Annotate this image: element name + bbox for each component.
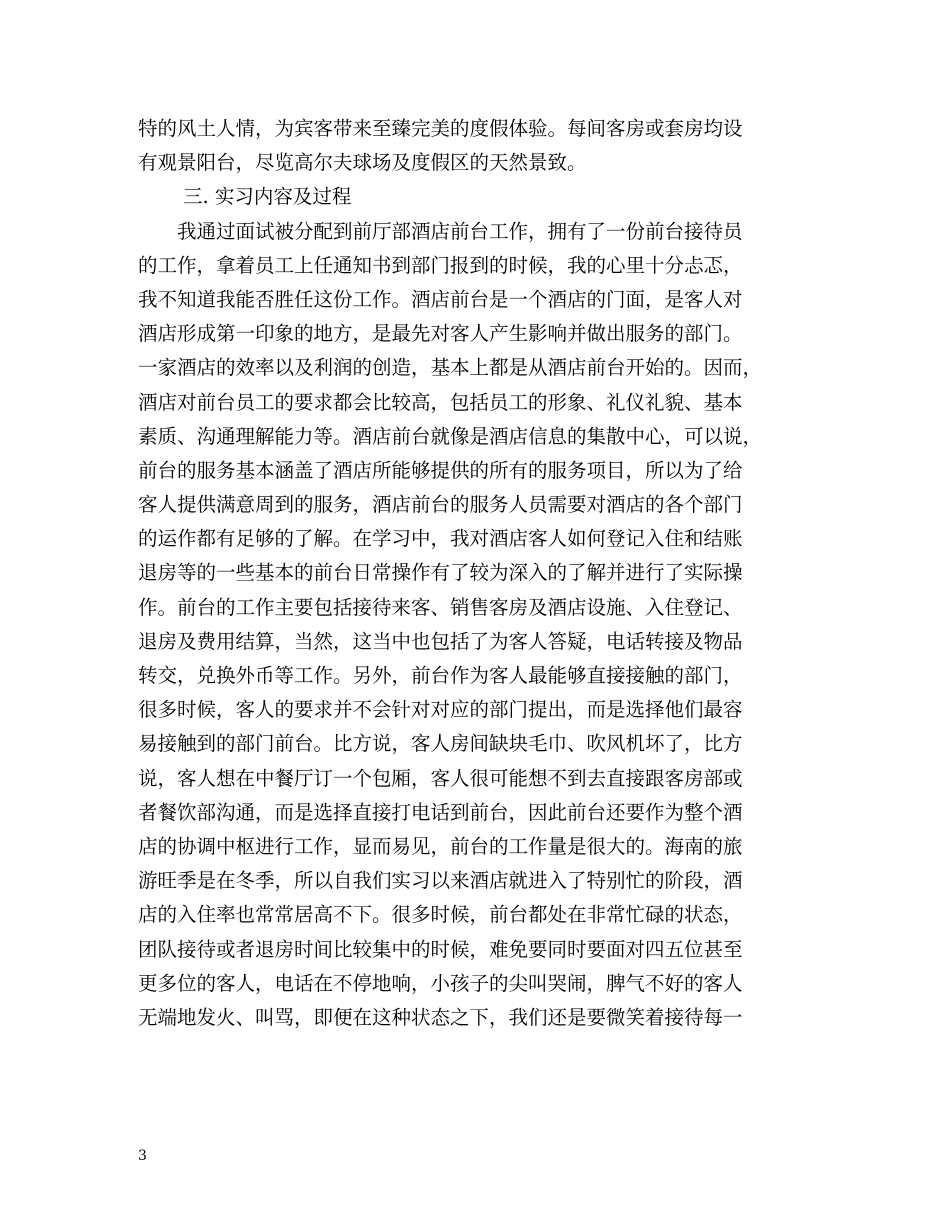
paragraph-line: 易接触到的部门前台。比方说，客人房间缺块毛巾、吹风机坏了，比方 [138, 732, 743, 756]
paragraph-line: 特的风土人情，为宾客带来至臻完美的度假体验。每间客房或套房均设 [138, 117, 743, 140]
paragraph-line: 的运作都有足够的了解。在学习中，我对酒店客人如何登记入住和结账 [138, 527, 743, 551]
paragraph-line: 店的协调中枢进行工作，显而易见，前台的工作量是很大的。海南的旅 [138, 834, 743, 858]
paragraph-line: 退房及费用结算，当然，这当中也包括了为客人答疑，电话转接及物品 [138, 629, 743, 653]
paragraph-line: 很多时候，客人的要求并不会针对对应的部门提出，而是选择他们最容 [138, 698, 743, 722]
paragraph-line: 的工作，拿着员工上任通知书到部门报到的时候，我的心里十分忐忑， [138, 253, 743, 277]
paragraph-line: 酒店形成第一印象的地方，是最先对客人产生影响并做出服务的部门。 [138, 322, 743, 346]
paragraph-line: 酒店对前台员工的要求都会比较高，包括员工的形象、礼仪礼貌、基本 [138, 390, 743, 414]
paragraph-line: 说，客人想在中餐厅订一个包厢，客人很可能想不到去直接跟客房部或 [138, 766, 743, 790]
paragraph-line: 有观景阳台，尽览高尔夫球场及度假区的天然景致。 [138, 151, 587, 175]
paragraph-line: 游旺季是在冬季，所以自我们实习以来酒店就进入了特别忙的阶段，酒 [138, 869, 743, 893]
page-number: 3 [138, 1148, 147, 1164]
paragraph-line: 转交，兑换外币等工作。另外，前台作为客人最能够直接接触的部门， [138, 664, 743, 687]
paragraph-line: 团队接待或者退房时间比较集中的时候，难免要同时要面对四五位甚至 [138, 937, 743, 961]
body-text [138, 112, 838, 1035]
paragraph-line: 前台的服务基本涵盖了酒店所能够提供的所有的服务项目，所以为了给 [138, 458, 743, 482]
paragraph-line: 一家酒店的效率以及利润的创造，基本上都是从酒店前台开始的。因而， [138, 356, 763, 380]
paragraph-line: 更多位的客人，电话在不停地响，小孩子的尖叫哭闹，脾气不好的客人 [138, 971, 743, 995]
paragraph-line: 店的入住率也常常居高不下。很多时候，前台都处在非常忙碌的状态， [138, 903, 743, 927]
paragraph-line: 我不知道我能否胜任这份工作。酒店前台是一个酒店的门面，是客人对 [138, 287, 743, 311]
paragraph-line: 无端地发火、叫骂，即便在这种状态之下，我们还是要微笑着接待每一 [138, 1005, 743, 1029]
paragraph-line: 我通过面试被分配到前厅部酒店前台工作，拥有了一份前台接待员 [177, 219, 743, 243]
paragraph-line: 退房等的一些基本的前台日常操作有了较为深入的了解并进行了实际操 [138, 561, 743, 585]
paragraph-line: 者餐饮部沟通，而是选择直接打电话到前台，因此前台还要作为整个酒 [138, 800, 743, 824]
section-heading: 三. 实习内容及过程 [183, 185, 352, 209]
paragraph-line: 客人提供满意周到的服务，酒店前台的服务人员需要对酒店的各个部门 [138, 493, 743, 517]
paragraph-line: 作。前台的工作主要包括接待来客、销售客房及酒店设施、入住登记、 [138, 595, 743, 619]
paragraph-line: 素质、沟通理解能力等。酒店前台就像是酒店信息的集散中心，可以说， [138, 424, 763, 448]
